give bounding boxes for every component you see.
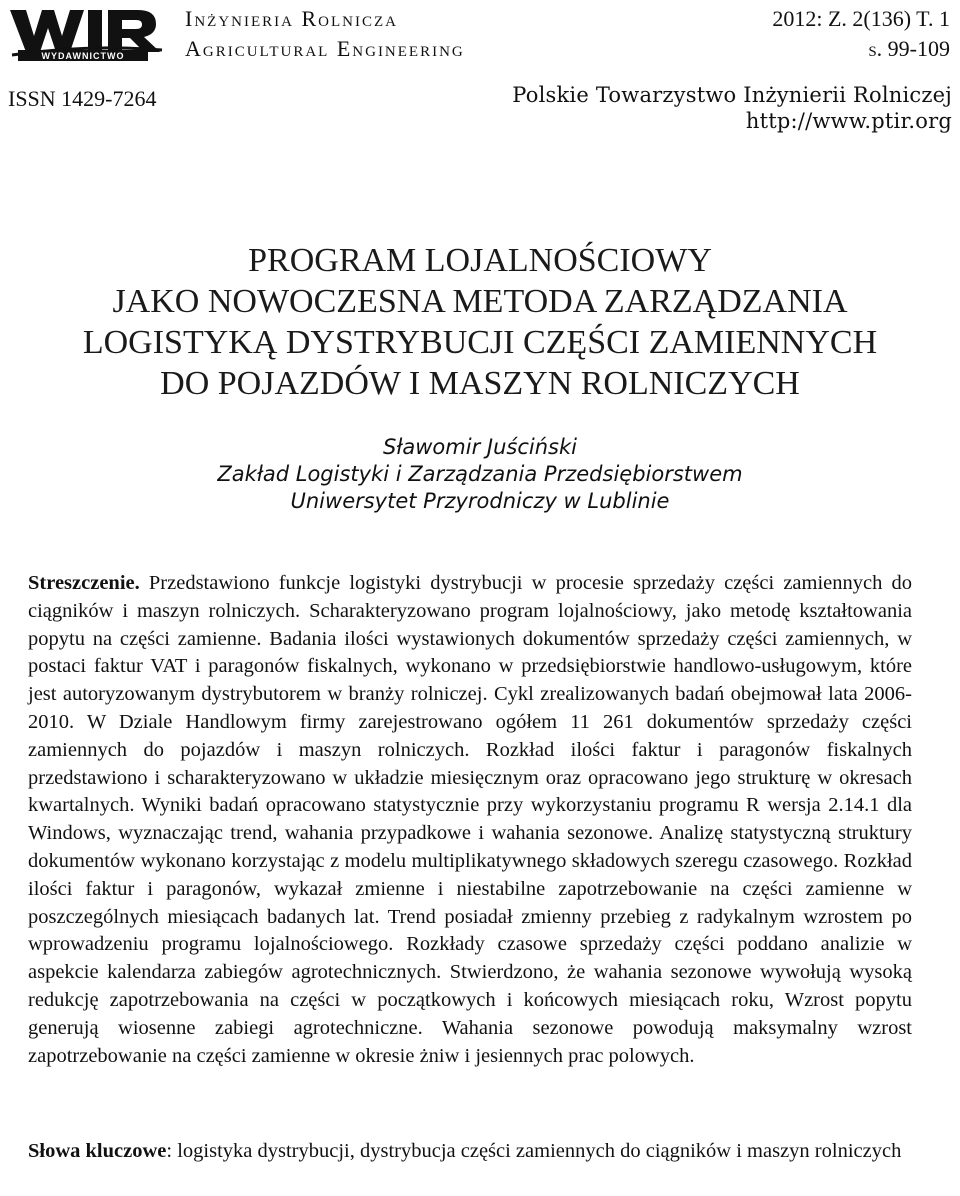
society-url[interactable]: http://www.ptir.org [745,109,952,133]
keywords-label: Słowa kluczowe [28,1140,167,1162]
abstract-text: Przedstawiono funkcje logistyki dystrybucji w procesie sprzedaży części zamiennych do ciągników i maszyn rolniczych. Scharakteryzowano program lojalnościowy, jako metodę kształtowania popytu na części zamienne. Badania ilości wystawionych dokumentów sprzedaży części zamiennych, w postaci faktur VAT i paragonów fiskalnych, wykonano w przedsiębiorstwie handlowo-usługowym, które jest autoryzowanym dystrybutorem w branży rolniczej. Cykl zrealizowanych badań obejmował lata 2006-2010. W Dziale Handlowym firmy zarejestrowano ogółem 11 261 dokumentów sprzedaży części zamiennych do pojazdów i maszyn rolniczych. Rozkład ilości faktur i paragonów fiskalnych przedstawiono i scharakteryzowano w układzie miesięcznym oraz opracowano jego strukturę w okresach kwartalnych. Wyniki badań opracowano statystycznie przy wykorzystaniu programu R wersja 2.14.1 dla Windows, wyznaczając trend, wahania przypadkowe i wahania sezonowe. Analizę statystyczną struktury dokumentów wykonano korzystając z modelu multiplikatywnego składowych szeregu czasowego. Rozkład ilości faktur i paragonów, wykazał zmienne i niestabilne zapotrzebowanie na części zamienne w poszczególnych miesiącach badanych lat. Trend posiadał zmienny przebieg z radykalnym wzrostem po wprowadzeniu programu lojalnościowego. Rozkłady czasowe sprzedaży części poddano analizie w aspekcie kalendarza zabiegów agrotechnicznych. Stwierdzono, że wahania sezonowe wywołują wysoką redukcję zapotrzebowania na części w początkowych i końcowych miesiącach roku, Wzrost popytu generują wiosenne zabiegi agrotechniczne. Wahania sezonowe powodują maksymalny wzrost zapotrzebowanie na części zamienne w okresie żniw i jesiennych prac polowych. [28,572,912,1067]
title-line-4: DO POJAZDÓW I MASZYN ROLNICZYCH [160,365,800,402]
volume-number: 2012: Z. 2(136) T. 1 [772,6,950,31]
wir-logo-graphic [8,6,166,62]
logo-subtext: WYDAWNICTWO [41,51,125,61]
title-line-2: JAKO NOWOCZESNA METODA ZARZĄDZANIA [112,283,848,320]
title-line-1: PROGRAM LOJALNOŚCIOWY [248,242,712,279]
society-name: Polskie Towarzystwo Inżynierii Rolniczej [512,83,952,107]
author-block [0,434,960,515]
journal-title-en: Agricultural Engineering [185,36,465,61]
title-line-3: LOGISTYKĄ DYSTRYBUCJI CZĘŚCI ZAMIENNYCH [82,324,878,361]
abstract-label: Streszczenie. [28,572,140,594]
author-department: Zakład Logistyki i Zarządzania Przedsiębiorstwem [217,462,743,486]
keywords-text: : logistyka dystrybucji, dystrybucja części zamiennych do ciągników i maszyn rolniczych [166,1140,902,1162]
society-block [512,82,952,134]
journal-title-pl: Inżynieria Rolnicza [185,6,398,31]
author-name: Sławomir Juściński [383,435,577,459]
volume-info [772,4,950,64]
abstract [28,570,912,1070]
publisher-logo [8,6,166,62]
author-university: Uniwersytet Przyrodniczy w Lublinie [290,489,670,513]
journal-title [185,4,465,64]
issn: ISSN 1429-7264 [8,86,157,111]
paper-title [0,240,960,404]
page-range: s. 99-109 [868,36,950,61]
keywords [28,1138,912,1165]
